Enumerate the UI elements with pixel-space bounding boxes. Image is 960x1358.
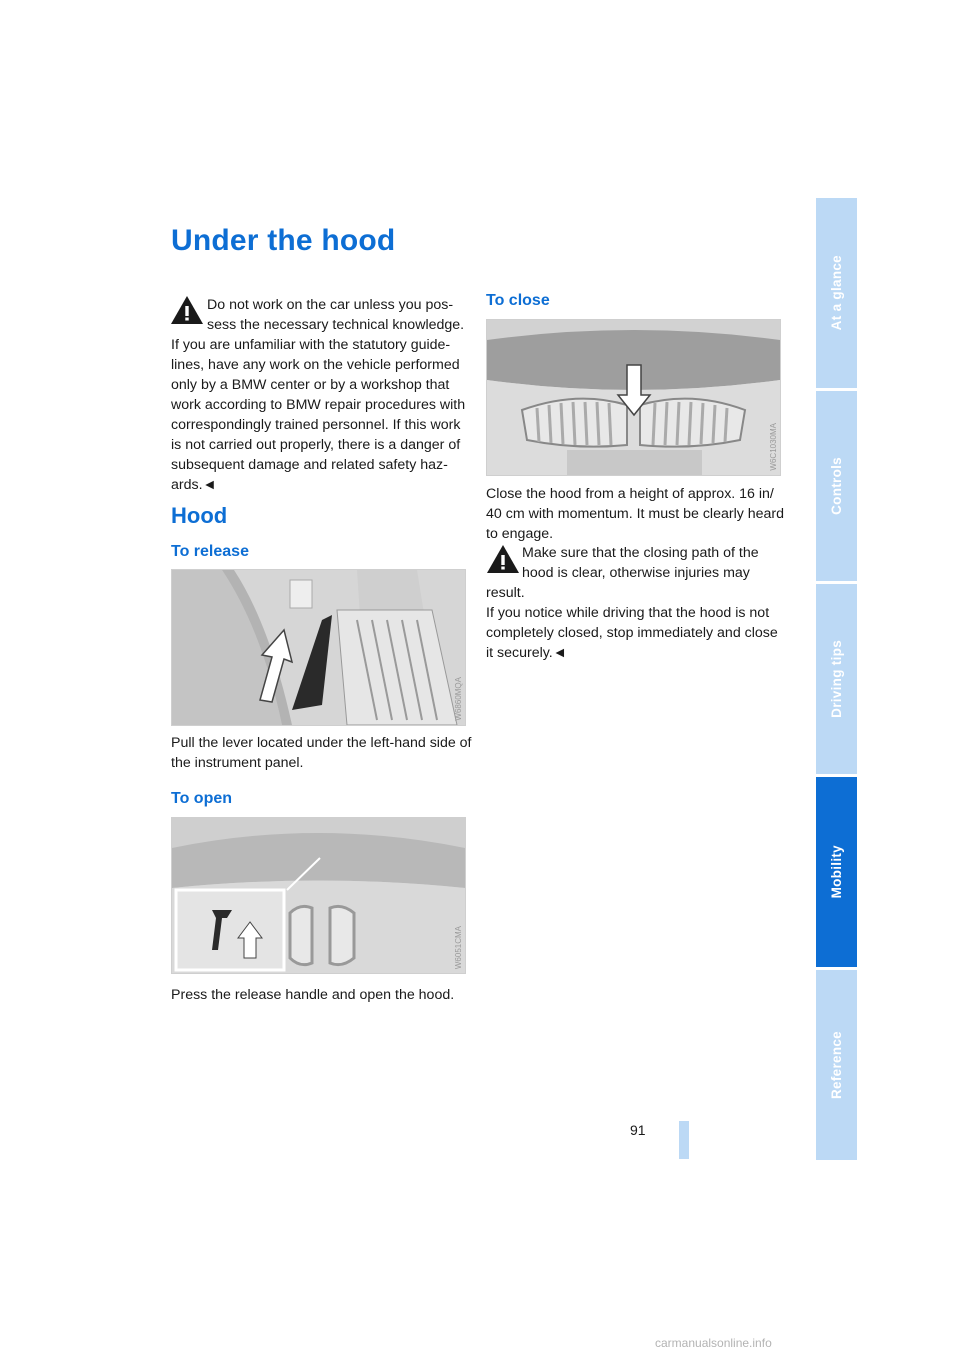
close-instructions	[486, 484, 786, 544]
open-instructions	[171, 985, 471, 1005]
subheading-to-open: To open	[171, 790, 233, 807]
text-line: Press the release handle and open the hood.	[171, 987, 455, 1003]
text-line: hood is clear, otherwise injuries may	[522, 565, 750, 581]
figure-code: W6051CMA	[454, 925, 463, 969]
subheading-to-release: To release	[171, 543, 249, 560]
text-line: correspondingly trained personnel. If this work	[171, 417, 461, 433]
tab-at-a-glance[interactable]	[816, 198, 857, 388]
text-line: If you are unfamiliar with the statutory guide-	[171, 337, 451, 353]
page-title: Under the hood	[171, 224, 396, 257]
warning-closing-path	[486, 543, 786, 663]
text-line: ards.◄	[171, 477, 217, 493]
tab-label: Reference	[829, 1031, 844, 1099]
text-line: the instrument panel.	[171, 755, 304, 771]
text-line: lines, have any work on the vehicle performed	[171, 357, 460, 373]
figure-close-hood	[486, 319, 781, 476]
subheading-to-close: To close	[486, 292, 550, 309]
text-line: Make sure that the closing path of the	[522, 545, 759, 561]
text-line: only by a BMW center or by a workshop that	[171, 377, 450, 393]
text-line: Pull the lever located under the left-hand side of	[171, 735, 472, 751]
release-instructions	[171, 733, 471, 773]
tab-reference[interactable]	[816, 970, 857, 1160]
footer-watermark[interactable]: carmanualsonline.info	[655, 1336, 772, 1350]
page-number: 91	[630, 1122, 646, 1138]
text-line: If you notice while driving that the hood is not	[486, 605, 770, 621]
text-line: 40 cm with momentum. It must be clearly heard	[486, 506, 785, 522]
tab-label: Mobility	[829, 845, 844, 899]
page-number-bar	[679, 1121, 689, 1159]
text-line: subsequent damage and related safety haz-	[171, 457, 448, 473]
text-line: result.	[486, 585, 525, 601]
figure-open-hood	[171, 817, 466, 974]
text-line: to engage.	[486, 526, 554, 542]
text-line: Do not work on the car unless you pos-	[207, 297, 454, 313]
text-line: Close the hood from a height of approx. 16 in/	[486, 486, 774, 502]
figure-code: W6C1030MA	[769, 423, 778, 471]
tab-mobility[interactable]	[816, 777, 857, 967]
tab-driving-tips[interactable]	[816, 584, 857, 774]
text-line: it securely.◄	[486, 645, 567, 661]
tab-label: Driving tips	[829, 640, 844, 718]
text-line: sess the necessary technical knowledge.	[207, 317, 465, 333]
text-line: work according to BMW repair procedures with	[171, 397, 466, 413]
tab-label: Controls	[829, 457, 844, 515]
tab-label: At a glance	[829, 255, 844, 331]
section-heading-hood: Hood	[171, 503, 228, 528]
figure-release-lever	[171, 569, 466, 726]
text-line: is not carried out properly, there is a danger of	[171, 437, 461, 453]
tab-controls[interactable]	[816, 391, 857, 581]
text-line: completely closed, stop immediately and close	[486, 625, 778, 641]
figure-code: W6860MQA	[454, 677, 463, 721]
warning-hood-work	[171, 295, 471, 495]
